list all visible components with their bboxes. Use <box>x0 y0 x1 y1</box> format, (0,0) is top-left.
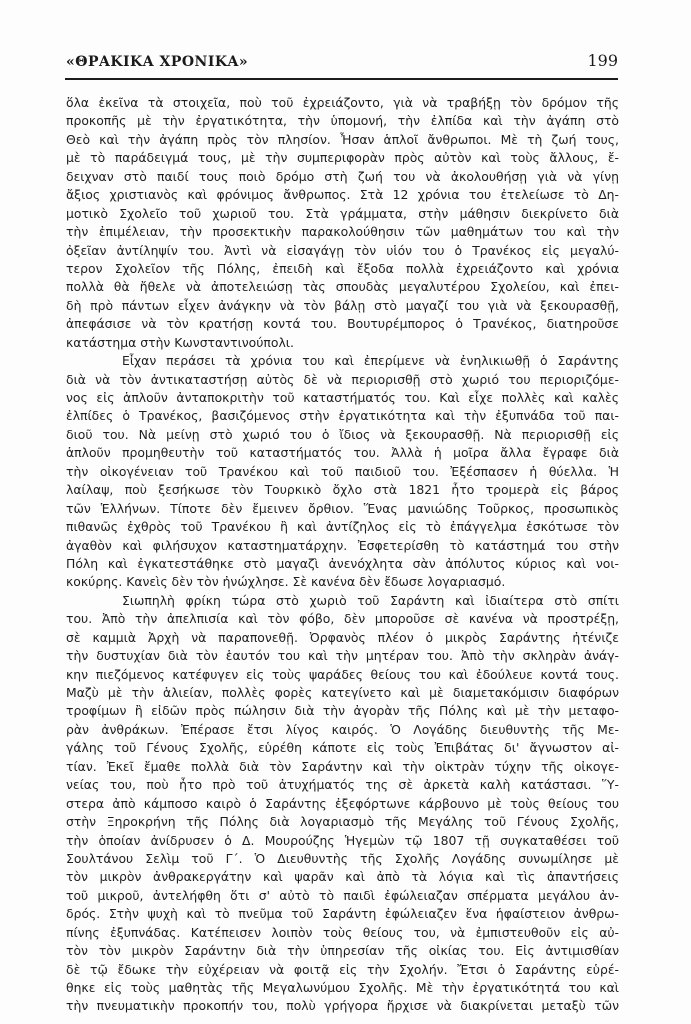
text-line: σὲ καμμιὰ Ἀρχὴ νὰ παραπονεθῇ. Ὀρφανὸς πλέον ὁ μικρὸς Σαράντης ἠτένιζε <box>66 629 619 645</box>
text-line: Μαζὺ μὲ τὴν ἁλιείαν, πολλὲς φορὲς κατεγίνετο καὶ μὲ διαμετακόμισιν διαφόρων <box>66 685 619 700</box>
text-line: στὴν Ξηροκρήνη τῆς Πόλης διὰ λογαριασμὸ τῆς Μεγάλης τοῦ Γένους Σχολῆς, <box>66 814 619 830</box>
text-line: ἀπεφάσισε νὰ τὸν κρατήσῃ κοντά του. Βουτυρέμπορος ὁ Τρανέκος, διατηροῦσε <box>66 316 619 332</box>
text-line: Θεὸ καὶ τὴν ἀγάπη πρὸς τὸν πλησίον. Ἦσαν ἁπλοῖ ἄνθρωποι. Μὲ τὴ ζωή τους, <box>66 131 619 147</box>
journal-title: «ΘΡΑΚΙΚΑ ΧΡΟΝΙΚΑ» <box>66 54 249 70</box>
text-line: μὲ τὸ παράδειγμά τους, μὲ τὴν συμπεριφορὰν πρὸς αὐτὸν καὶ τοὺς ἄλλους, ἔ- <box>66 150 619 166</box>
text-line: τὴν ὁποίαν ἀνίδρυσεν ὁ Δ. Μουρούζης Ἡγεμὼν τῷ 1807 τῇ συγκαταθέσει τοῦ <box>66 832 619 848</box>
text-line: ρὰν ἀνθράκων. Ἐπέρασε ἔτσι λίγος καιρός. Ὁ Λογάδης διευθυντὴς τῆς Με- <box>66 721 619 737</box>
text-line: Σιωπηλὴ φρίκη τώρα στὸ χωριὸ τοῦ Σαράντη καὶ ἰδιαίτερα στὸ σπίτι <box>122 592 619 608</box>
text-line: προκοπῆς μὲ τὴν ἐργατικότητα, τὴν ὑπομονή, τὴν ἐλπίδα καὶ τὴν ἀγάπη στὸ <box>66 113 619 129</box>
header-rule <box>65 78 618 80</box>
text-line: θηκε εἰς τοὺς μαθητὰς τῆς Μεγαλωνύμου Σχολῆς. Μὲ τὴν ἐργατικότητά του καὶ <box>66 980 619 995</box>
text-line: ἀγαθὸν καὶ φιλήσυχον καταστηματάρχην. Ἐσφετερίσθη τὸ κατάστημά του στὴν <box>66 537 619 553</box>
running-header <box>66 50 618 74</box>
text-line: τίαν. Ἐκεῖ ἔμαθε πολλὰ διὰ τὸν Σαράντην καὶ τὴν οἰκτρὰν τύχην τῆς οἰκογε- <box>66 758 619 774</box>
text-line: τὸν τὸν μικρὸν Σαράντην διὰ τὴν ὑπηρεσίαν τῆς οἰκίας του. Εἰς ἀντιμισθίαν <box>66 943 619 959</box>
text-line: διὰ νὰ τὸν ἀντικαταστήσῃ αὐτὸς δὲ νὰ περιορισθῇ στὸ χωριό του περιοριζόμε- <box>66 371 619 387</box>
text-line: διοῦ του. Νὰ μείνῃ στὸ χωριό του ὁ ἴδιος νὰ ξεκουρασθῇ. Νὰ περιορισθῇ εἰς <box>66 426 619 442</box>
text-line: μοτικὸ Σχολεῖο τοῦ χωριοῦ του. Στὰ γράμματα, στὴν μάθησιν διεκρίνετο διὰ <box>66 205 619 221</box>
text-line: Σουλτάνου Σελὶμ τοῦ Γ΄. Ὁ Διευθυντὴς τῆς Σχολῆς Λογάδης συνωμίλησε μὲ <box>66 850 619 866</box>
text-line: κην πιεζόμενος κατέφυγεν εἰς τοὺς ψαράδες θείους του καὶ ἐδούλευε κοντά τους. <box>66 666 619 682</box>
text-line: τροφίμων ἢ εἰδῶν πρὸς πώλησιν διὰ τὴν ἀγορὰν τῆς Πόλης καὶ μὲ τὴν μεταφο- <box>66 703 619 719</box>
text-line: τὴν πνευματικὴν προκοπήν του, πολὺ γρήγορα ἤρχισε νὰ διακρίνεται μεταξὺ τῶν <box>66 998 619 1014</box>
text-line: γάλης τοῦ Γένους Σχολῆς, εὑρέθη κάποτε εἰς τοὺς Ἐπιβάτας δι' ἄγνωστον αἰ- <box>66 740 619 756</box>
text-line: ὅλα ἐκεῖνα τὰ στοιχεῖα, ποὺ τοῦ ἐχρειάζοντο, γιὰ νὰ τραβήξῃ τὸν δρόμον τῆς <box>66 95 619 110</box>
text-line: πίνης ἐξυπνάδας. Κατέπεισεν λοιπὸν τοὺς θείους του, νὰ ἐμπιστευθοῦν εἰς αὐ- <box>66 924 619 940</box>
text-line: τὸν μικρὸν ἀνθρακεργάτην καὶ ψαρᾶν καὶ ἀπὸ τὰ λόγια καὶ τὶς ἀπαντήσεις <box>66 869 619 885</box>
text-line: τερον Σχολεῖον τῆς Πόλης, ἐπειδὴ καὶ ἔξοδα πολλὰ ἐχρειάζοντο καὶ χρόνια <box>66 260 619 276</box>
text-line: δρός. Στὴν ψυχὴ καὶ τὸ πνεῦμα τοῦ Σαράντη ἐφώλειαζεν ἕνα ἡφαίστειον ἀνθρω- <box>66 906 619 922</box>
text-line: λαίλαψ, ποὺ ξεσήκωσε τὸν Τουρκικὸ ὄχλο στὰ 1821 ἦτο τρομερὰ εἰς βάρος <box>66 482 619 498</box>
text-line: Εἶχαν περάσει τὰ χρόνια του καὶ ἐπερίμενε νὰ ἐνηλικιωθῇ ὁ Σαράντης <box>122 353 619 369</box>
text-line: πιθανῶς ἐχθρὸς τοῦ Τρανέκου ἢ καὶ ἀντίζηλος εἰς τὸ ἐπάγγελμα ἐσκότωσε τὸν <box>66 519 619 535</box>
text-line: δειχναν στὸ παιδί τους ποιὸ δρόμο στὴ ζωή του νὰ ἀκολουθήσῃ γιὰ νὰ γίνῃ <box>66 168 619 184</box>
text-line: τοῦ μικροῦ, ἀντελήφθη ὅτι σ' αὐτὸ τὸ παιδὶ ἐφώλειαζαν σπέρματα μεγάλου ἀν- <box>66 887 619 903</box>
text-line: τὴν δυστυχίαν διὰ τὸν ἑαυτόν του καὶ τὴν μητέραν του. Ἀπὸ τὴν σκληρὰν ἀνάγ- <box>66 648 619 664</box>
page-number: 199 <box>587 51 618 70</box>
text-line: κοκύρης. Κανεὶς δὲν τὸν ἠνώχλησε. Σὲ κανένα δὲν ἔδωσε λογαριασμό. <box>66 574 506 590</box>
text-line: τῶν Ἑλλήνων. Τίποτε δὲν ἔμεινεν ὄρθιον. Ἕνας μανιώδης Τοῦρκος, προσωπικὸς <box>66 500 619 516</box>
text-line: ἁπλοῦν προμηθευτὴν τοῦ καταστήματός του. Ἀλλὰ ἡ μοῖρα ἄλλα ἔγραφε διὰ <box>66 445 619 461</box>
text-line: ἐλπίδες ὁ Τρανέκος, βασιζόμενος στὴν ἐργατικότητα καὶ τὴν ἐξυπνάδα τοῦ παι- <box>66 408 619 424</box>
text-line: τὴν ἐπιμέλειαν, τὴν προσεκτικὴν παρακολούθησιν τῶν μαθημάτων του καὶ τὴν <box>66 224 619 240</box>
text-line: τὴν οἰκογένειαν τοῦ Τρανέκου καὶ τοῦ παιδιοῦ του. Ἐξέσπασεν ἡ θύελλα. Ἡ <box>66 463 619 479</box>
text-line: δὴ πρὸ πάντων εἶχεν ἀνάγκην νὰ τὸν βάλῃ στὸ μαγαζί του γιὰ νὰ ξεκουρασθῇ, <box>66 297 619 313</box>
text-line: δὲ τῷ ἔδωκε τὴν εὐχέρειαν νὰ φοιτᾷ εἰς τὴν Σχολήν. Ἔτσι ὁ Σαράντης εὑρέ- <box>66 961 619 977</box>
text-line: του. Ἀπὸ τὴν ἀπελπισία καὶ τὸν φόβο, δὲν μποροῦσε σὲ κανένα νὰ προστρέξῃ, <box>66 611 619 627</box>
text-line: ἄξιος χριστιανὸς καὶ φρόνιμος ἄνθρωπος. Στὰ 12 χρόνια του ἐτελείωσε τὸ Δη- <box>66 187 619 203</box>
text-line: κατάστημα στὴν Κωνσταντινούπολι. <box>66 334 294 350</box>
text-line: νείας του, ποὺ ἦτο πρὸ τοῦ ἀτυχήματός της σὲ ἀρκετὰ καλὴ κατάστασι. Ὕ- <box>66 777 619 793</box>
text-line: νος εἰς ἁπλοῦν ἀνταποκριτὴν τοῦ καταστήματός του. Καὶ εἶχε πολλὲς καὶ καλὲς <box>66 390 619 405</box>
text-line: στερα ἀπὸ κάμποσο καιρὸ ὁ Σαράντης ἐξεφόρτωνε κάρβουνο μὲ τοὺς θείους του <box>66 795 619 811</box>
text-line: ὀξεῖαν ἀντίληψίν του. Ἀντὶ νὰ εἰσαγάγῃ τὸν υἱόν του ὁ Τρανέκος εἰς μεγαλύ- <box>66 242 619 258</box>
text-line: Πόλη καὶ ἐγκατεστάθηκε στὸ μαγαζὶ ἀνενόχλητα σὰν ἀπόλυτος κύριος καὶ νοι- <box>66 555 619 571</box>
text-line: πολλὰ θὰ ἤθελε νὰ ἀποτελειώσῃ τὰς σπουδὰς μεγαλυτέρου Σχολείου, καὶ ἐπει- <box>66 279 619 295</box>
body-text <box>66 94 619 1016</box>
